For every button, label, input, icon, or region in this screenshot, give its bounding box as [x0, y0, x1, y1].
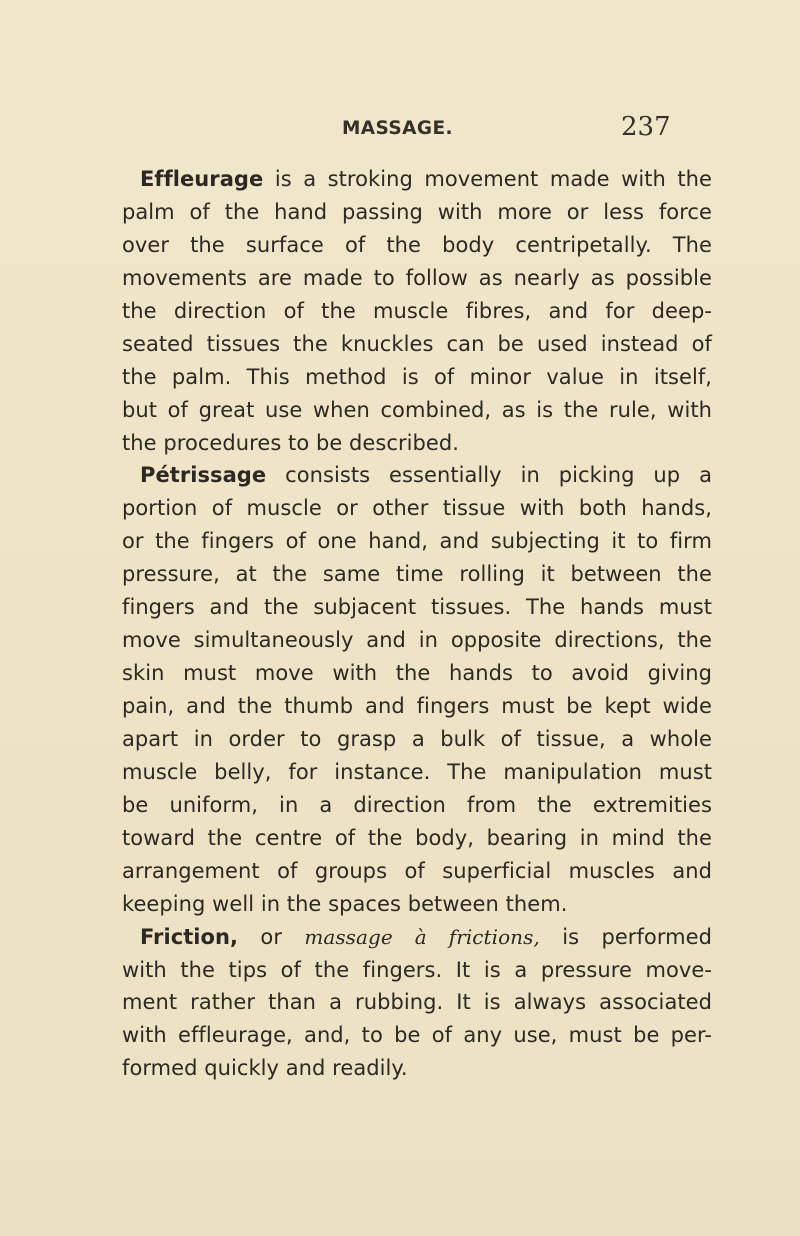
text-line: the palm. This method is of minor value in itself, — [122, 364, 712, 389]
text-line: over the surface of the body centripetally. The — [122, 232, 712, 257]
term-effleurage: Effleurage — [140, 167, 264, 191]
text-line: seated tissues the knuckles can be used instead of — [122, 331, 712, 356]
text-line: the procedures to be described. — [122, 430, 459, 455]
paragraph-effleurage — [122, 163, 712, 459]
line-text: is a stroking movement made with the — [263, 167, 712, 191]
text-line: but of great use when combined, as is the rule, with — [122, 397, 712, 422]
page-number: 237 — [621, 112, 671, 142]
text-line — [122, 163, 712, 196]
text-line: skin must move with the hands to avoid giving — [122, 661, 712, 686]
text-line: with the tips of the fingers. It is a pressure move- — [122, 957, 712, 982]
text-line: with effleurage, and, to be of any use, must be per- — [122, 1023, 712, 1048]
text-line: be uniform, in a direction from the extremities — [122, 792, 712, 817]
text-line: the direction of the muscle fibres, and for deep- — [122, 298, 712, 323]
line-text: is performed — [539, 924, 712, 949]
text-line: keeping well in the spaces between them. — [122, 891, 568, 916]
text-line: ment rather than a rubbing. It is always associated — [122, 990, 712, 1015]
text-line: or the fingers of one hand, and subjecting it to firm — [122, 529, 712, 554]
paragraph-friction — [122, 921, 712, 1086]
text-line: muscle belly, for instance. The manipulation must — [122, 759, 712, 784]
body-text — [122, 163, 712, 1085]
text-line: fingers and the subjacent tissues. The hands must — [122, 595, 712, 620]
running-head: MASSAGE. — [342, 118, 453, 139]
page-header — [340, 112, 720, 148]
text-line — [122, 459, 712, 492]
line-text: or — [238, 924, 305, 949]
italic-phrase: massage à frictions, — [304, 924, 540, 949]
text-line: formed quickly and readily. — [122, 1056, 408, 1081]
text-line: apart in order to grasp a bulk of tissue, a whole — [122, 726, 712, 751]
text-line: pain, and the thumb and fingers must be kept wide — [122, 694, 712, 718]
text-line — [122, 921, 712, 954]
line-text: consists essentially in picking up a — [266, 463, 712, 488]
paragraph-petrissage — [122, 459, 712, 920]
text-line: toward the centre of the body, bearing in mind the — [122, 825, 712, 850]
text-line: pressure, at the same time rolling it between the — [122, 562, 712, 587]
text-line: move simultaneously and in opposite directions, the — [122, 628, 712, 653]
text-line: arrangement of groups of superficial muscles and — [122, 858, 712, 883]
text-line: movements are made to follow as nearly as possible — [122, 265, 712, 290]
term-petrissage: Pétrissage — [140, 463, 267, 488]
text-line: portion of muscle or other tissue with both hands, — [122, 496, 712, 521]
term-friction: Friction, — [140, 924, 239, 949]
text-line: palm of the hand passing with more or less force — [122, 199, 712, 224]
